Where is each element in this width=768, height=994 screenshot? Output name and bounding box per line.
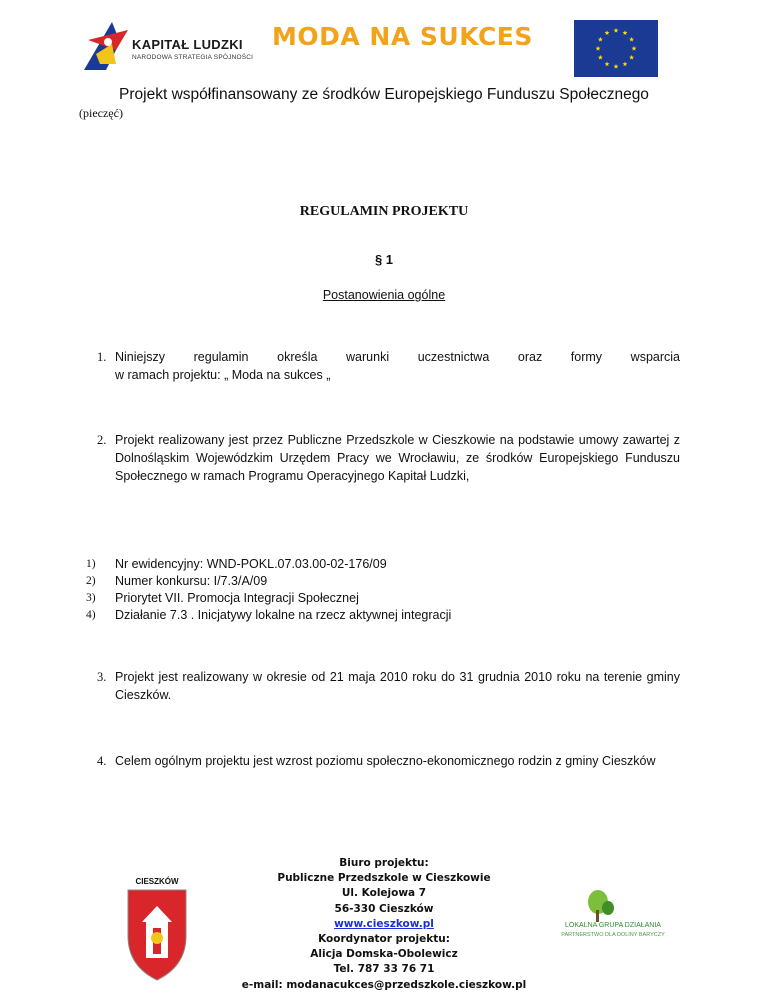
item-number: 4. <box>97 754 107 768</box>
email-link[interactable]: e-mail: modanacukces@przedszkole.cieszkow.pl <box>241 978 527 991</box>
item-number: 4) <box>86 609 96 621</box>
item-text: Projekt jest realizowany w okresie od 21 maja 2010 roku do 31 grudnia 2010 roku na terenie gminy Cieszków. <box>115 670 680 702</box>
list-item <box>97 752 680 770</box>
item-text-line: Niniejszy regulamin określa warunki uczestnictwa oraz formy wsparcia <box>115 350 680 364</box>
list-item <box>97 348 680 384</box>
kapital-ludzki-title: KAPITAŁ LUDZKI <box>132 37 243 52</box>
item-number: 1. <box>97 350 107 364</box>
item-text: Celem ogólnym projektu jest wzrost poziomu społeczno-ekonomicznego rodzin z gminy Cieszków <box>115 754 656 768</box>
list-item <box>97 431 680 485</box>
document-title: REGULAMIN PROJEKTU <box>299 204 469 219</box>
list-item <box>86 590 680 607</box>
item-number: 2) <box>86 575 96 587</box>
item-text-line: w ramach projektu: „ Moda na sukces „ <box>115 368 331 382</box>
item-text: Numer konkursu: I/7.3/A/09 <box>115 574 268 588</box>
item-number: 1) <box>86 558 96 570</box>
project-name-logo: MODA NA SUKCES <box>272 22 533 51</box>
item-number: 3. <box>97 670 107 684</box>
list-item <box>86 607 680 624</box>
lgd-name: LOKALNA GRUPA DZIAŁANIA <box>565 922 661 929</box>
paragraph-title: Postanowienia ogólne <box>322 288 446 302</box>
eu-flag-icon <box>574 20 658 77</box>
paragraph-symbol: § 1 <box>374 252 394 267</box>
stamp-placeholder: (pieczęć) <box>79 106 123 120</box>
footer-line: Tel. 787 33 76 71 <box>333 963 435 976</box>
footer-line: 56-330 Cieszków <box>334 902 434 915</box>
list-item <box>86 556 680 573</box>
item-text: Priorytet VII. Promocja Integracji Społecznej <box>115 591 359 605</box>
item-text: Działanie 7.3 . Inicjatywy lokalne na rzecz aktywnej integracji <box>115 608 452 622</box>
crest-label: CIESZKÓW <box>135 877 179 886</box>
footer-line: Biuro projektu: <box>339 857 429 869</box>
footer-line: Ul. Kolejowa 7 <box>341 887 427 900</box>
item-text: Projekt realizowany jest przez Publiczne Przedszkole w Cieszkowie na podstawie umowy zawartej z Dolnośląskim Wojewódzkim Urzędem Pracy we Wrocławiu, ze środków Europejskiego Funduszu Społecznego w ramach Programu Operacyjnego Kapitał Ludzki, <box>115 433 680 483</box>
footer-line: Publiczne Przedszkole w Cieszkowie <box>277 872 491 885</box>
website-link[interactable]: www.cieszkow.pl <box>334 917 434 930</box>
lgd-subtitle: PARTNERSTWO DLA DOLINY BARYCZY <box>561 932 665 938</box>
item-text: Nr ewidencyjny: WND-POKL.07.03.00-02-176/09 <box>115 557 387 571</box>
footer-line: Alicja Domska-Obolewicz <box>310 948 458 961</box>
project-details-list <box>86 556 680 624</box>
kapital-ludzki-subtitle: NARODOWA STRATEGIA SPÓJNOŚCI <box>132 54 254 61</box>
footer-line: Koordynator projektu: <box>318 933 450 946</box>
list-item <box>97 668 680 704</box>
item-number: 3) <box>86 592 96 604</box>
list-item <box>86 573 680 590</box>
cofunding-statement: Projekt współfinansowany ze środków Europejskiego Funduszu Społecznego <box>119 86 649 103</box>
item-number: 2. <box>97 433 107 447</box>
